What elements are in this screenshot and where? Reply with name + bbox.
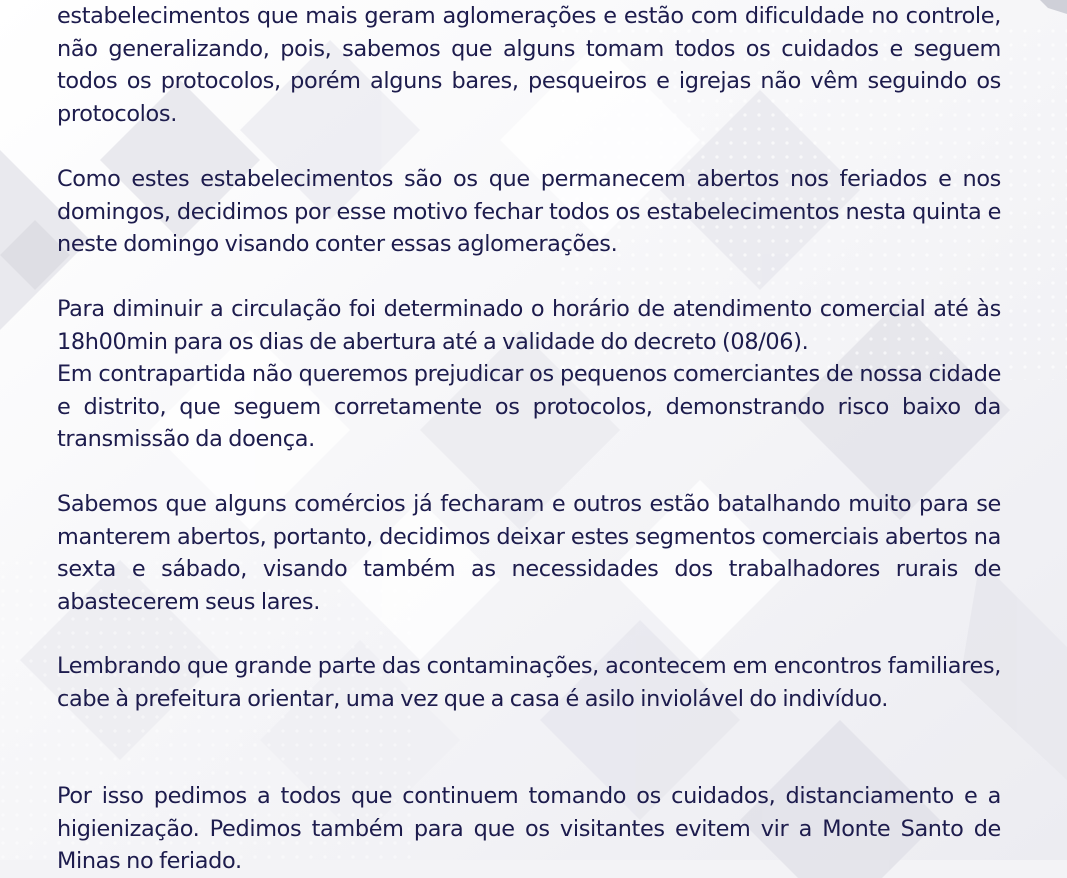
paragraph-2: Como estes estabelecimentos são os que permanecem abertos nos feriados e nos domingos, decidimos por esse motivo fechar todos os estabelecimentos nesta quinta e neste domingo visando conter essas aglomerações. — [57, 166, 1001, 257]
document-body — [57, 0, 1001, 874]
paragraph-1: estabelecimentos que mais geram aglomerações e estão com dificuldade no controle, não generalizando, pois, sabemos que alguns tomam todos os cuidados e seguem todos os protocolos, porém alguns bares, pesqueiros e igrejas não vêm seguindo os protocolos. — [57, 3, 1001, 127]
paragraph-4: Sabemos que alguns comércios já fecharam e outros estão batalhando muito para se manterem abertos, portanto, decidimos deixar estes segmentos comerciais abertos na sexta e sábado, visando também as necessidades dos trabalhadores rurais de abastecerem seus lares. — [57, 491, 1001, 615]
paragraph-3: Para diminuir a circulação foi determinado o horário de atendimento comercial até às 18h00min para os dias de abertura até a validade do decreto (08/06). Em contrapartida não queremos prejudicar os pequenos comerciantes de nossa cidade e distrito, que seguem corretamente os protocolos, demonstrando risco baixo da transmissão da doença. — [57, 296, 1001, 452]
paragraph-6: Por isso pedimos a todos que continuem tomando os cuidados, distanciamento e a higienização. Pedimos também para que os visitantes evitem vir a Monte Santo de Minas no feriado. — [57, 783, 1001, 874]
paragraph-5: Lembrando que grande parte das contaminações, acontecem em encontros familiares, cabe à prefeitura orientar, uma vez que a casa é asilo inviolável do indivíduo. — [57, 653, 1001, 712]
